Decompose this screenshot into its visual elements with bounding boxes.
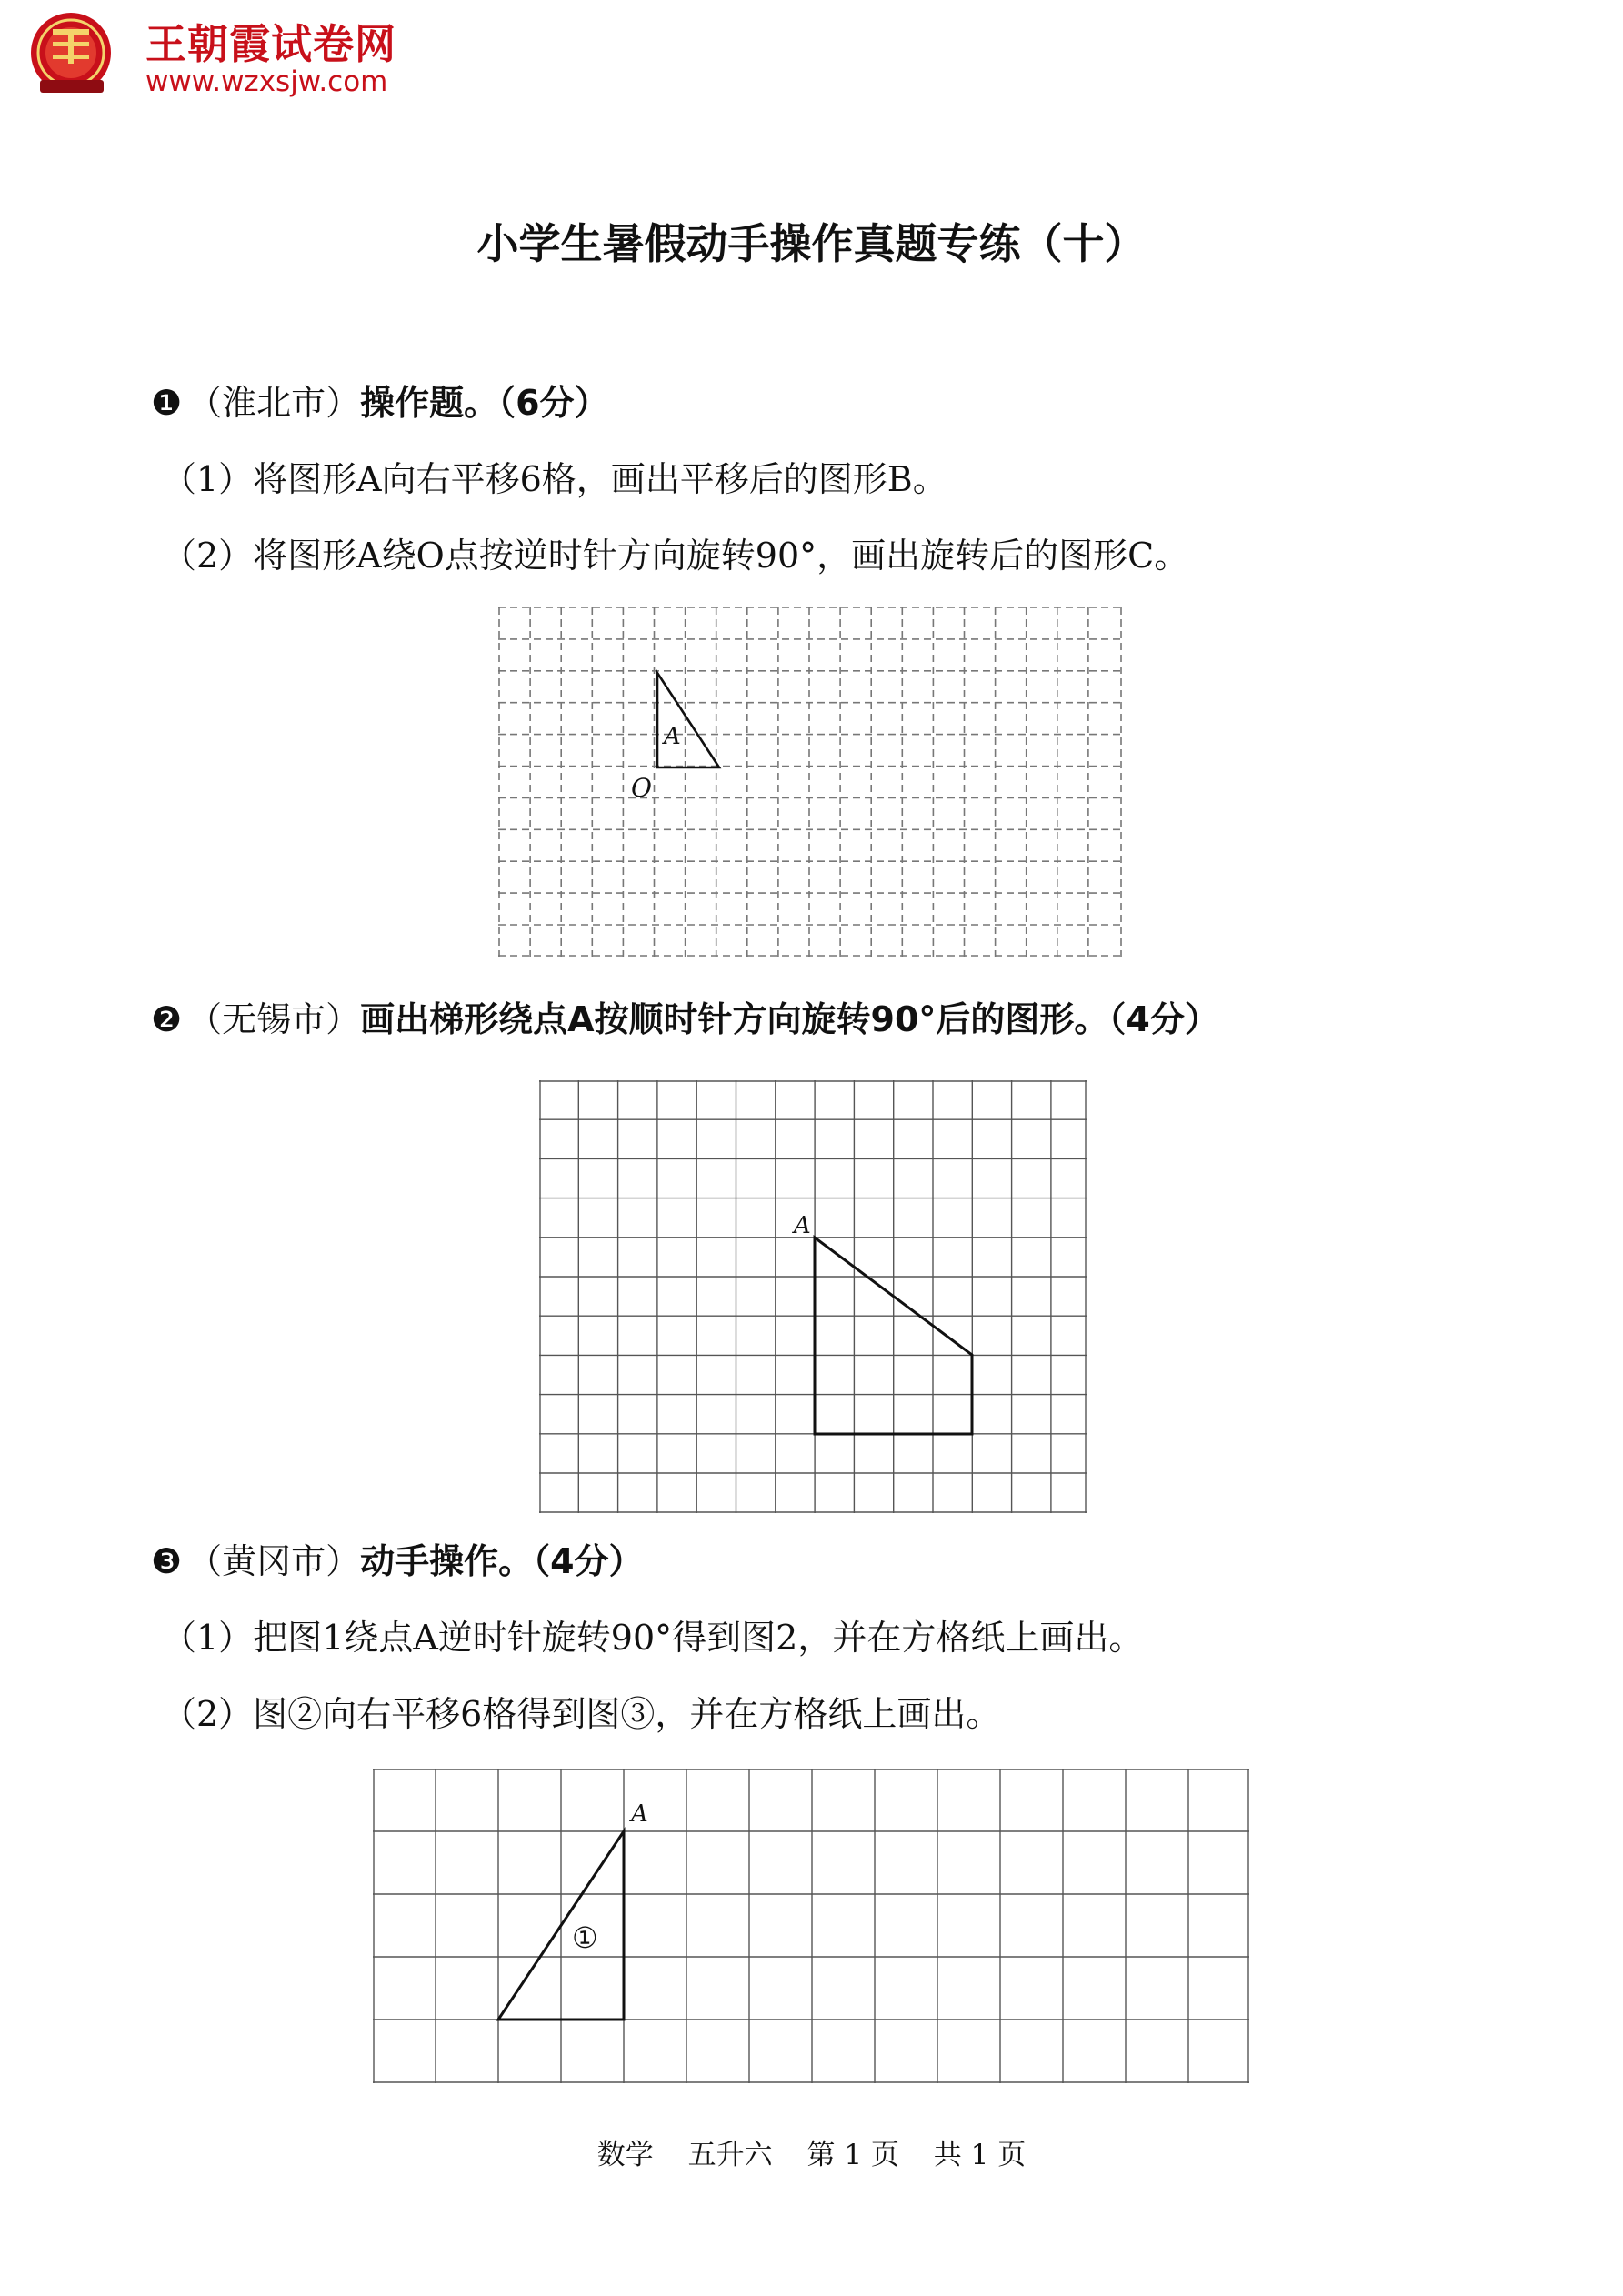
red-seal-logo-icon	[27, 9, 118, 100]
question-stem: 动手操作。（4分）	[360, 1541, 644, 1581]
question-1-sub-2: （2）将图形A绕O点按逆时针方向旋转90°，画出旋转后的图形C。	[162, 536, 1189, 576]
question-stem: 操作题。（6分）	[360, 383, 609, 423]
question-source: （黄冈市）	[187, 1541, 361, 1581]
page-footer	[0, 2131, 1623, 2172]
footer-subject: 数学	[596, 2139, 654, 2171]
label-shape-1: ①	[572, 1920, 598, 1955]
question-3-grid	[373, 1769, 1249, 2083]
question-3-sub-2: （2）图②向右平移6格得到图③，并在方格纸上画出。	[162, 1694, 1001, 1734]
brand-header	[27, 9, 409, 105]
question-2-heading	[151, 991, 1219, 1041]
question-source: （无锡市）	[187, 999, 361, 1039]
question-source: （淮北市）	[187, 383, 361, 423]
question-1-heading	[151, 375, 609, 425]
question-number: ❶	[151, 383, 183, 423]
footer-page: 第 1 页	[806, 2139, 899, 2171]
label-point-a: A	[631, 1800, 648, 1828]
shape-a-triangle	[657, 673, 719, 767]
question-stem: 画出梯形绕点A按顺时针方向旋转90°后的图形。（4分）	[360, 999, 1219, 1039]
question-1-sub-1: （1）将图形A向右平移6格，画出平移后的图形B。	[162, 459, 947, 499]
label-shape-a: A	[664, 723, 681, 750]
question-1-dashed-grid	[498, 607, 1122, 957]
label-point-a: A	[794, 1212, 811, 1239]
question-3-heading	[151, 1533, 644, 1583]
brand-name: 王朝霞试卷网	[145, 20, 397, 68]
question-number: ❸	[151, 1541, 183, 1581]
question-number: ❷	[151, 999, 183, 1039]
question-2-grid	[539, 1080, 1087, 1513]
brand-text	[118, 11, 409, 102]
brand-url[interactable]: www.wzxsjw.com	[145, 65, 388, 98]
footer-grade: 五升六	[687, 2139, 773, 2171]
footer-total: 共 1 页	[933, 2139, 1027, 2171]
page-title: 小学生暑假动手操作真题专练（十）	[476, 219, 1147, 268]
question-3-sub-1: （1）把图1绕点A逆时针旋转90°得到图2，并在方格纸上画出。	[162, 1618, 1144, 1658]
label-point-o: O	[631, 773, 652, 803]
